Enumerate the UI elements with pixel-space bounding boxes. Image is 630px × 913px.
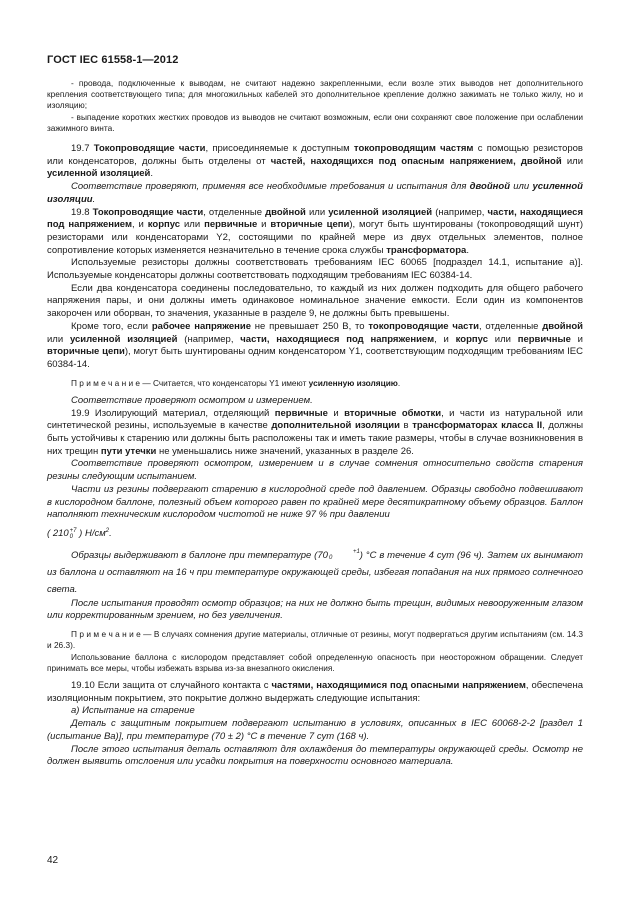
document-header: ГОСТ IEC 61558-1—2012 — [47, 54, 179, 66]
clause-19-10-aging-test: Деталь с защитным покрытием подвергают испытанию в условиях, описанных в IEC 60068-2-2 [раздел 1 (испытание Ва)], при температуре (70 ± 2) °С в течение 7 сут (168 ч). — [47, 718, 583, 742]
clause-19-9-note: П р и м е ч а н и е — В случаях сомнения другие материалы, отличные от резины, могут подвергаться другим испытаниям (см. 14.3 и 26.3). — [47, 629, 583, 651]
clause-19-10: 19.10 Если защита от случайного контакта с частями, находящимися под опасными напряжением, обеспечена изоляционным покрытием, это покрытие должно выдержать следующие испытания: — [47, 679, 583, 704]
clause-19-9-warning: Использование баллона с кислородом представляет собой определенную опасность при неосторожном обращении. Следует принимать все меры, чтобы избежать взрыва из-за внезапного окисления. — [47, 651, 583, 673]
clause-19-8-note: П р и м е ч а н и е — Считается, что конденсаторы Y1 имеют усиленную изоляцию. — [71, 377, 401, 388]
clause-19-8-compliance: Соответствие проверяют осмотром и измерением. — [71, 394, 313, 406]
document-page — [47, 54, 583, 769]
clause-19-7-compliance: Соответствие проверяют, применяя все необходимые требования и испытания для двойной или усиленной изоляции. — [47, 181, 583, 205]
clause-19-9-temperature: Образцы выдерживают в баллоне при температуре (70 +1 0 ) °С в течение 4 сут (96 ч). Затем их вынимают из баллона и оставляют на 16 ч при температуре окружающей среды, избегая попадания на них прямого солнечного света. — [47, 549, 583, 595]
clause-19-7: 19.7 Токопроводящие части, присоединяемые к доступным токопроводящим частям с помощью резисторов или конденсаторов, должны быть отделены от частей, находящихся под опасным напряжением, двойной или усиленной изоляцией. — [47, 143, 584, 180]
clause-19-9-test: Части из резины подвергают старению в кислородной среде под давлением. Образцы свободно подвешивают в кислородном баллоне, полезный объем которого равен по крайней мере десятикратному объему образцов. Баллон наполняют техническим кислородом чистотой не ниже 97 % при давлении — [47, 483, 583, 521]
clause-19-9-compliance: Соответствие проверяют осмотром, измерением и в случае сомнения относительно свойств старения резины следующим испытанием. — [47, 458, 583, 483]
pressure-value: ( 210+7 0 ) $Н/см^2$. — [47, 527, 112, 540]
clause-19-8: 19.8 Токопроводящие части, отделенные двойной или усиленной изоляцией (например, части, находящиеся под напряжением, и корпус или первичные и вторичные цепи), могут быть шунтированы (токопроводящий шунт) резисторами или конденсаторами Y2, состоящими по крайней мере из двух отдельных элементов, полное сопротивление которых изменяется незначительно в течение срока службы трансформатора. — [47, 206, 583, 256]
clause-19-8-resistors: Используемые резисторы должны соответствовать требованиям IEC 60065 [подраздел 14.1, испытание а)]. Используемые конденсаторы должны соответствовать подходящим требованиям IEC 60384-14. — [47, 257, 583, 282]
clause-19-10-aging-title: а) Испытание на старение — [71, 705, 195, 717]
clause-19-10-aging-result: После этого испытания деталь оставляют для охлаждения до температуры окружающей среды. Осмотр не должен выявить отслоения или усадки покрытия на поверхности основного материала. — [47, 743, 583, 768]
intro-item-2: - выпадение коротких жестких проводов из выводов не считают возможным, если они сохраняют свое положение при ослаблении зажимного винта. — [47, 111, 583, 133]
intro-item-1: - провода, подключенные к выводам, не считают надежно закрепленными, если возле этих выводов нет дополнительного крепления соответствующего типа; для многожильных кабелей это дополнительное крепление должно зажимать не только жилу, но и изоляцию; — [47, 78, 583, 111]
clause-19-9: 19.9 Изолирующий материал, отделяющий первичные и вторичные обмотки, и части из натуральной или синтетической резины, используемые в качестве дополнительной изоляции в трансформаторах класса II, должны быть устойчивы к старению или должны быть расположены так и иметь такие размеры, чтобы в случае возникновения в них трещин пути утечки не уменьшались ниже значений, указанных в разделе 26. — [47, 407, 584, 457]
clause-19-8-capacitors: Если два конденсатора соединены последовательно, то каждый из них должен подходить для общего рабочего напряжения пары, и они должны иметь одинаковое номинальное значение емкости. Если один из компонентов закорочен или оборван, то значения, указанные в разделе 9, не должны быть превышены. — [47, 282, 583, 320]
clause-19-9-inspection: После испытания проводят осмотр образцов; на них не должно быть трещин, видимых невооруженным глазом или корректированным зрением, но без увеличения. — [47, 597, 583, 622]
page-number: 42 — [47, 855, 59, 866]
clause-19-8-y1: Кроме того, если рабочее напряжение не превышает 250 В, то токопроводящие части, отделенные двойной или усиленной изоляцией (например, части, находящиеся под напряжением, и корпус или первичные и вторичные цепи), могут быть шунтированы одним конденсатором Y1, соответствующим подходящим требованиям IEC 60384-14. — [47, 320, 583, 370]
